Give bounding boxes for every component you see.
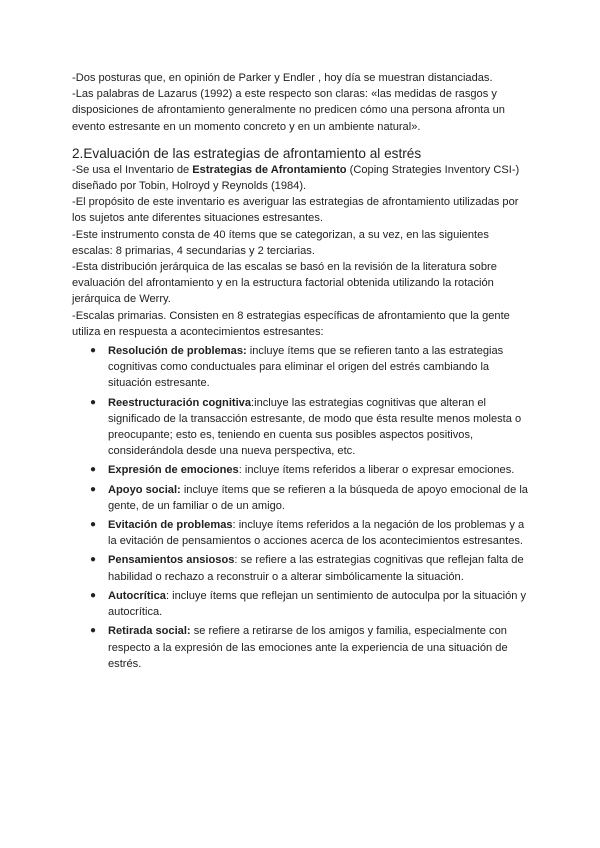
- section-paragraph-4: -Esta distribución jerárquica de las escalas se basó en la revisión de la literatura sobre evaluación del afrontamiento y en la estructura factorial obtenida utilizando la rotación jerárquica de Werry.: [72, 261, 497, 306]
- scale-term: Retirada social:: [108, 625, 191, 638]
- scale-description: : incluye ítems referidos a la negación de los problemas y a la evitación de pensamientos o acciones acerca de los acontecimientos estresantes.: [108, 519, 525, 548]
- scale-term: Autocrítica: [108, 589, 166, 602]
- scale-description: se refiere a retirarse de los amigos y familia, especialmente con respecto a la expresión de las emociones ante la experiencia de una situación de estrés.: [108, 625, 508, 670]
- list-item: [72, 588, 532, 620]
- section-heading: 2.Evaluación de las estrategias de afrontamiento al estrés: [72, 145, 422, 161]
- scale-description: incluye ítems que se refieren a la búsqueda de apoyo emocional de la gente, de un familiar o de un amigo.: [108, 483, 528, 512]
- bullet-icon: ●: [90, 483, 97, 495]
- section-paragraph-5: -Escalas primarias. Consisten en 8 estrategias específicas de afrontamiento que la gente utiliza en respuesta a acontecimientos estresantes:: [72, 309, 510, 338]
- scale-description: : se refiere a las estrategias cognitivas que reflejan falta de habilidad o rechazo a reconstruir o a alterar simbólicamente la situación.: [108, 554, 524, 583]
- scale-description: :incluye las estrategias cognitivas que alteran el significado de la transacción estresante, de modo que ésta resulte menos molesta o preocupante; esto es, teniendo en cuenta sus posibles aspectos positivos, considerándola desde una nueva perspectiva, etc.: [108, 396, 522, 458]
- list-item: [72, 623, 532, 672]
- bullet-icon: ●: [90, 464, 97, 476]
- scale-term: Resolución de problemas:: [108, 345, 247, 358]
- scale-description: incluye ítems que se refieren tanto a las estrategias cognitivas como conductuales para eliminar el origen del estrés cambiando la situación estresante.: [108, 345, 504, 390]
- primary-scales-list: [72, 343, 532, 672]
- intro-paragraph-1: -Dos posturas que, en opinión de Parker y Endler , hoy día se muestran distanciadas.: [72, 72, 493, 84]
- list-item: [72, 517, 532, 549]
- bullet-icon: ●: [90, 345, 97, 357]
- scale-term: Pensamientos ansiosos: [108, 554, 235, 567]
- scale-description: : incluye ítems que reflejan un sentimiento de autoculpa por la situación y autocrítica.: [108, 589, 527, 619]
- list-item: [72, 395, 532, 460]
- bullet-icon: ●: [90, 589, 97, 601]
- scale-term: Reestructuración cognitiva: [108, 396, 252, 409]
- list-item: [72, 343, 532, 392]
- scale-term: Evitación de problemas: [108, 519, 233, 532]
- bullet-icon: ●: [90, 519, 97, 531]
- scale-term: Apoyo social:: [108, 483, 181, 496]
- scale-description: : incluye ítems referidos a liberar o expresar emociones.: [238, 464, 515, 477]
- list-item: [72, 552, 532, 584]
- section-paragraph-2: -El propósito de este inventario es averiguar las estrategias de afrontamiento utilizadas por los sujetos ante diferentes situaciones estresantes.: [72, 196, 519, 225]
- inventory-name: Estrategias de Afrontamiento: [192, 163, 347, 176]
- list-item: [72, 462, 532, 478]
- section-paragraph-1: [72, 162, 532, 194]
- scale-term: Expresión de emociones: [108, 464, 239, 477]
- paragraph-text: -Se usa el Inventario de: [72, 163, 193, 176]
- bullet-icon: ●: [90, 554, 97, 566]
- bullet-icon: ●: [90, 625, 97, 637]
- section-paragraph-3: -Este instrumento consta de 40 ítems que se categorizan, a su vez, en las siguientes escalas: 8 primarias, 4 secundarias y 2 terciarias.: [72, 228, 489, 257]
- intro-paragraph-2: -Las palabras de Lazarus (1992) a este respecto son claras: «las medidas de rasgos y disposiciones de afrontamiento generalmente no predicen cómo una persona afronta un evento estresante en un momento concreto y en un ambiente natural».: [72, 88, 505, 133]
- document-page: [72, 70, 532, 672]
- bullet-icon: ●: [90, 396, 97, 408]
- list-item: [72, 482, 532, 514]
- paragraph-text: (Coping Strategies Inventory CSI-) diseñado por Tobin, Holroyd y Reynolds (1984).: [72, 163, 520, 193]
